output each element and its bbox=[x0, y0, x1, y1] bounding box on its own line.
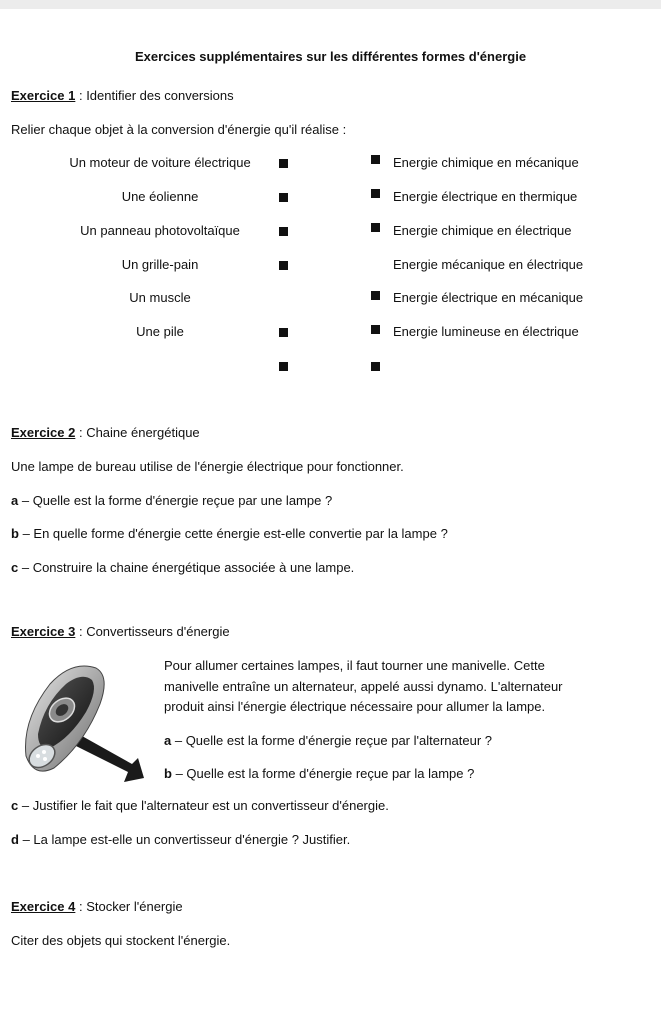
ex2-intro: Une lampe de bureau utilise de l'énergie électrique pour fonctionner. bbox=[11, 459, 404, 474]
ex3-heading: Exercice 3 bbox=[11, 624, 76, 639]
ex4-heading: Exercice 4 bbox=[11, 899, 76, 914]
ex3-question-b bbox=[164, 766, 474, 782]
ex4-sep: : bbox=[75, 899, 87, 914]
ex3-question-d bbox=[11, 832, 350, 848]
page-title: Exercices supplémentaires sur les différentes formes d'énergie bbox=[134, 49, 527, 64]
right-dot-extra[interactable] bbox=[371, 362, 380, 371]
right-dot-5[interactable] bbox=[371, 291, 380, 300]
ex3-question-a bbox=[164, 733, 492, 749]
ex2-qa-letter: a bbox=[11, 493, 19, 508]
left-dot-2[interactable] bbox=[279, 193, 288, 202]
ex2-sep: : bbox=[75, 425, 87, 440]
ex2-qb-text: – En quelle forme d'énergie cette énergie est-elle convertie par la lampe ? bbox=[18, 526, 448, 541]
right-dot-1[interactable] bbox=[371, 155, 380, 164]
ex3-qd-letter: d bbox=[11, 832, 19, 847]
ex4-header bbox=[11, 899, 183, 915]
left-item-2: Une éolienne bbox=[121, 189, 199, 204]
ex3-qa-text: – Quelle est la forme d'énergie reçue par l'alternateur ? bbox=[171, 733, 492, 748]
ex2-qb-letter: b bbox=[11, 526, 19, 541]
right-item-2: Energie électrique en thermique bbox=[393, 189, 578, 204]
right-dot-3[interactable] bbox=[371, 223, 380, 232]
left-item-5: Un muscle bbox=[129, 290, 191, 305]
left-dot-3[interactable] bbox=[279, 227, 288, 236]
ex4-instruction: Citer des objets qui stockent l'énergie. bbox=[11, 933, 231, 948]
ex3-question-c bbox=[11, 798, 389, 814]
right-dot-2[interactable] bbox=[371, 189, 380, 198]
ex1-instruction: Relier chaque objet à la conversion d'énergie qu'il réalise : bbox=[11, 122, 347, 137]
left-dot-1[interactable] bbox=[279, 159, 288, 168]
ex3-header bbox=[11, 624, 230, 640]
ex2-question-c bbox=[11, 560, 354, 576]
ex1-sep: : bbox=[75, 88, 87, 103]
ex2-question-b bbox=[11, 526, 448, 542]
right-item-6: Energie lumineuse en électrique bbox=[393, 324, 579, 339]
ex3-qb-letter: b bbox=[164, 766, 172, 781]
right-dot-6[interactable] bbox=[371, 325, 380, 334]
ex2-header bbox=[11, 425, 200, 441]
ex3-qa-letter: a bbox=[164, 733, 172, 748]
ex1-heading: Exercice 1 bbox=[11, 88, 76, 103]
ex2-heading: Exercice 2 bbox=[11, 425, 76, 440]
crank-flashlight-image bbox=[20, 660, 160, 788]
ex2-qc-text: – Construire la chaine énergétique associée à une lampe. bbox=[18, 560, 355, 575]
ex2-subtitle: Chaine énergétique bbox=[86, 425, 200, 440]
left-item-4: Un grille-pain bbox=[121, 257, 199, 272]
ex2-question-a bbox=[11, 493, 332, 509]
ex1-header bbox=[11, 88, 234, 104]
ex3-qc-text: – Justifier le fait que l'alternateur est un convertisseur d'énergie. bbox=[18, 798, 389, 813]
right-item-1: Energie chimique en mécanique bbox=[393, 155, 579, 170]
ex3-qc-letter: c bbox=[11, 798, 19, 813]
right-item-3: Energie chimique en électrique bbox=[393, 223, 572, 238]
left-item-6: Une pile bbox=[136, 324, 184, 339]
ex3-subtitle: Convertisseurs d'énergie bbox=[86, 624, 230, 639]
top-bar bbox=[0, 0, 661, 9]
left-item-1: Un moteur de voiture électrique bbox=[69, 155, 251, 170]
right-item-5: Energie électrique en mécanique bbox=[393, 290, 584, 305]
ex3-para-line-3: produit ainsi l'énergie électrique nécessaire pour allumer la lampe. bbox=[164, 699, 546, 714]
ex1-subtitle: Identifier des conversions bbox=[86, 88, 234, 103]
ex2-qc-letter: c bbox=[11, 560, 19, 575]
ex4-subtitle: Stocker l'énergie bbox=[86, 899, 183, 914]
ex3-para-line-2: manivelle entraîne un alternateur, appelé aussi dynamo. L'alternateur bbox=[164, 679, 563, 694]
ex3-qb-text: – Quelle est la forme d'énergie reçue par la lampe ? bbox=[171, 766, 475, 781]
ex3-qd-text: – La lampe est-elle un convertisseur d'énergie ? Justifier. bbox=[18, 832, 351, 847]
left-dot-6[interactable] bbox=[279, 328, 288, 337]
ex3-sep: : bbox=[75, 624, 87, 639]
left-dot-4[interactable] bbox=[279, 261, 288, 270]
left-item-3: Un panneau photovoltaïque bbox=[80, 223, 240, 238]
right-item-4: Energie mécanique en électrique bbox=[393, 257, 584, 272]
left-dot-extra[interactable] bbox=[279, 362, 288, 371]
ex3-para-line-1: Pour allumer certaines lampes, il faut tourner une manivelle. Cette bbox=[164, 658, 545, 673]
ex2-qa-text: – Quelle est la forme d'énergie reçue par une lampe ? bbox=[18, 493, 333, 508]
